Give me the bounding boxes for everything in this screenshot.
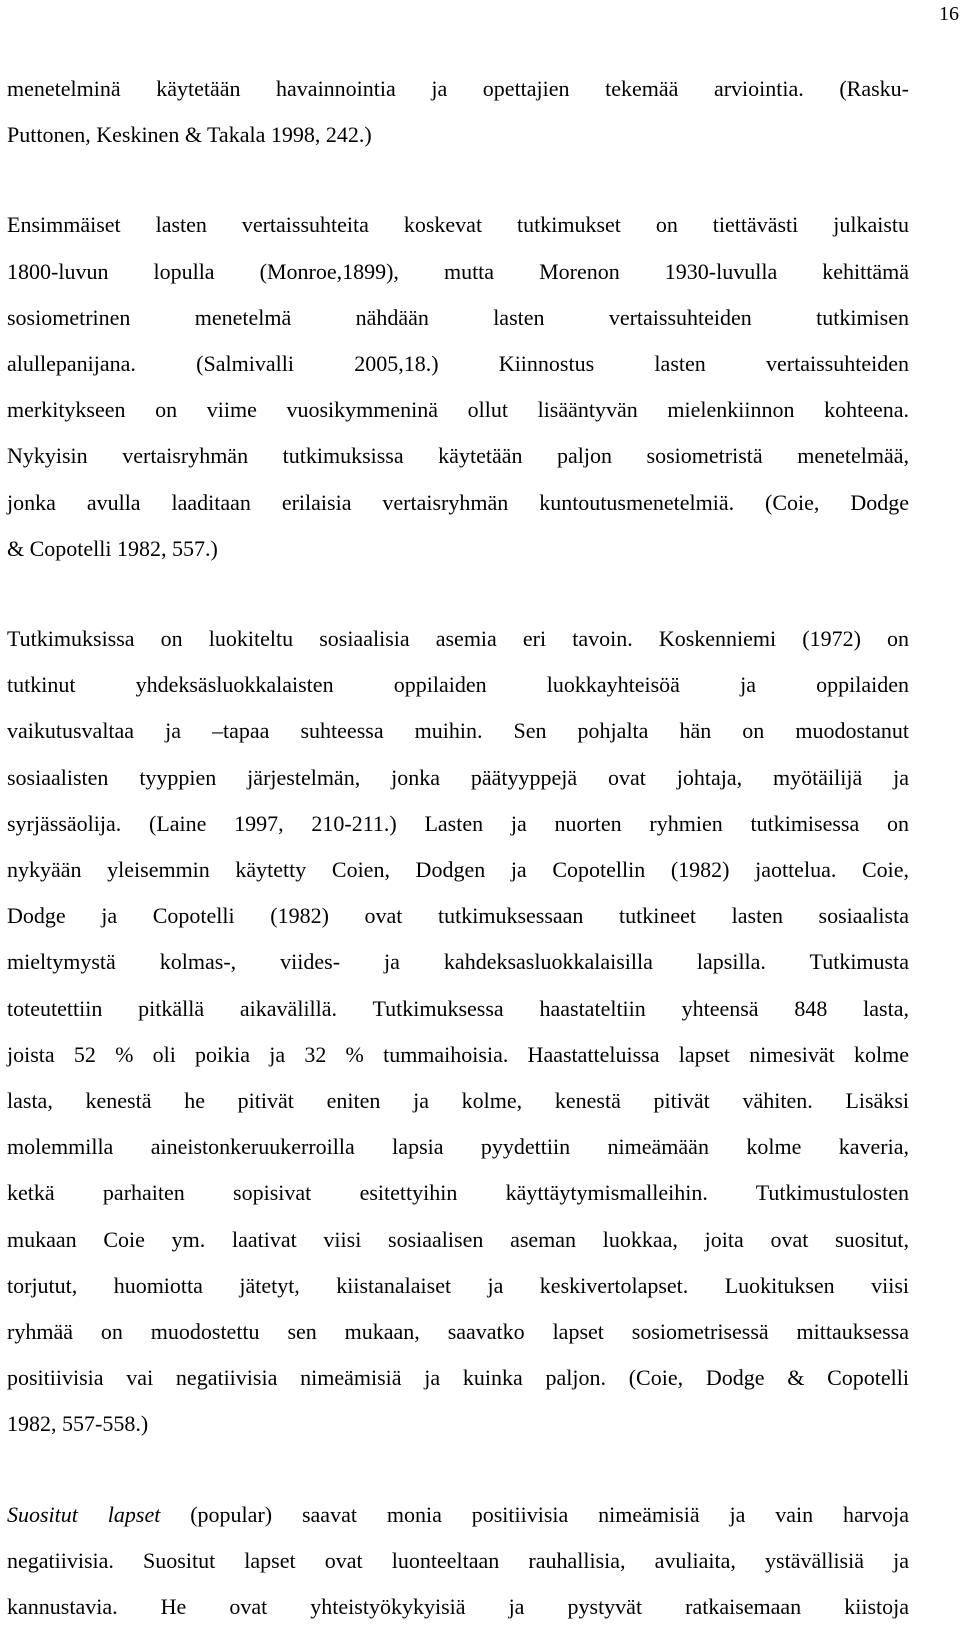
text-line: lasta, kenestä he pitivät eniten ja kolme, kenestä pitivät vähiten. Lisäksi [7,1088,909,1114]
text-line: 1982, 557-558.) [7,1411,149,1437]
text-line: jonka avulla laaditaan erilaisia vertaisryhmän kuntoutusmenetelmiä. (Coie, Dodge [7,489,909,515]
text-line: ryhmää on muodostettu sen mukaan, saavatko lapset sosiometrisessä mittauksessa [7,1319,909,1345]
document-body [7,66,909,1630]
text-line: tutkinut yhdeksäsluokkalaisten oppilaiden luokkayhteisöä ja oppilaiden [7,672,909,698]
text-line: Tutkimuksissa on luokiteltu sosiaalisia asemia eri tavoin. Koskenniemi (1972) on [7,626,909,652]
page-number: 16 [939,3,959,25]
text-line: Dodge ja Copotelli (1982) ovat tutkimuksessaan tutkineet lasten sosiaalista [7,903,909,929]
text-line: Nykyisin vertaisryhmän tutkimuksissa käytetään paljon sosiometristä menetelmää, [7,443,909,469]
text-line: syrjässäolija. (Laine 1997, 210-211.) Lasten ja nuorten ryhmien tutkimisessa on [7,810,909,836]
text-line: & Copotelli 1982, 557.) [7,535,218,561]
text-line: torjutut, huomiotta jätetyt, kiistanalaiset ja keskivertolapset. Luokituksen viisi [7,1272,909,1298]
text-line: negatiivisia. Suositut lapset ovat luonteeltaan rauhallisia, avuliaita, ystävällisiä ja [7,1547,909,1573]
paragraph-2 [7,202,909,572]
text-line: sosiaalisten tyyppien järjestelmän, jonka päätyyppejä ovat johtaja, myötäilijä ja [7,764,909,790]
text-line: kannustavia. He ovat yhteistyökykyisiä ja pystyvät ratkaisemaan kiistoja [7,1594,909,1620]
text-line: molemmilla aineistonkeruukerroilla lapsia pyydettiin nimeämään kolme kaveria, [7,1134,909,1160]
text-line: mieltymystä kolmas-, viides- ja kahdeksasluokkalaisilla lapsilla. Tutkimusta [7,949,909,975]
text-line: merkitykseen on viime vuosikymmeninä ollut lisääntyvän mielenkiinnon kohteena. [7,397,909,423]
text-line: toteutettiin pitkällä aikavälillä. Tutkimuksessa haastateltiin yhteensä 848 lasta, [7,995,909,1021]
text-line: 1800-luvun lopulla (Monroe,1899), mutta Morenon 1930-luvulla kehittämä [7,258,909,284]
text-line-with-italic-lead [7,1492,909,1538]
paragraph-3 [7,616,909,1448]
paragraph-4 [7,1492,909,1631]
text-line: Ensimmäiset lasten vertaissuhteita koskevat tutkimukset on tiettävästi julkaistu [7,212,909,238]
text-line: mukaan Coie ym. laativat viisi sosiaalisen aseman luokkaa, joita ovat suositut, [7,1226,909,1252]
text-line: vaikutusvaltaa ja –tapaa suhteessa muihin. Sen pohjalta hän on muodostanut [7,718,909,744]
text-line: sosiometrinen menetelmä nähdään lasten vertaissuhteiden tutkimisen [7,304,909,330]
text-line: menetelminä käytetään havainnointia ja opettajien tekemää arviointia. (Rasku- [7,76,909,101]
italic-term: Suositut lapset [7,1501,161,1527]
text-line-rest: (popular) saavat monia positiivisia nimeämisiä ja vain harvoja [160,1501,909,1527]
text-line: Puttonen, Keskinen & Takala 1998, 242.) [7,122,372,148]
text-line: positiivisia vai negatiivisia nimeämisiä ja kuinka paljon. (Coie, Dodge & Copotelli [7,1365,909,1391]
text-line: alullepanijana. (Salmivalli 2005,18.) Kiinnostus lasten vertaissuhteiden [7,351,909,377]
paragraph-1 [7,66,909,158]
text-line: ketkä parhaiten sopisivat esitettyihin käyttäytymismalleihin. Tutkimustulosten [7,1180,909,1206]
text-line: joista 52 % oli poikia ja 32 % tummaihoisia. Haastatteluissa lapset nimesivät kolme [7,1041,909,1067]
text-line: nykyään yleisemmin käytetty Coien, Dodgen ja Copotellin (1982) jaottelua. Coie, [7,857,909,883]
